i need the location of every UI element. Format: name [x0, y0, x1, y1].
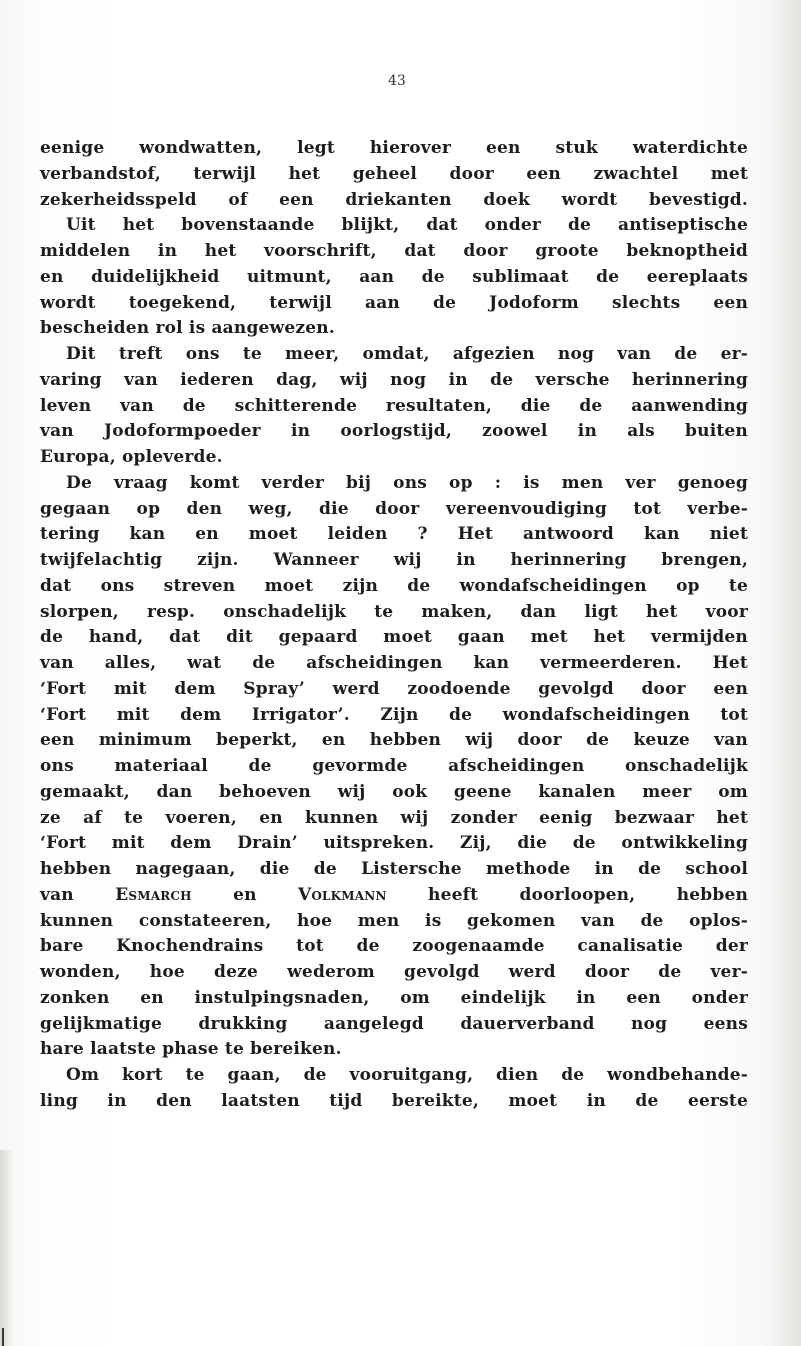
text-line: wordt toegekend, terwijl aan de Jodoform slechts een: [40, 292, 748, 313]
text-line: Dit treft ons te meer, omdat, afgezien nog van de er-: [66, 344, 748, 364]
text-line: zekerheidsspeld of een driekanten doek wordt bevestigd.: [40, 189, 748, 210]
text-line: dat ons streven moet zijn de wondafscheidingen op te: [40, 575, 748, 596]
text-line: twijfelachtig zijn. Wanneer wij in herinnering brengen,: [40, 550, 748, 570]
text-line: [40, 883, 748, 909]
text-fragment: en: [233, 884, 257, 905]
text-line: hebben nagegaan, die de Listersche methode in de school: [40, 859, 748, 879]
edge-mark: [2, 1328, 4, 1346]
text-line: ling in den laatsten tijd bereikte, moet in de eerste: [40, 1090, 748, 1111]
text-line: gelijkmatige drukking aangelegd dauerverband nog eens: [40, 1013, 748, 1034]
body-text: [40, 136, 748, 1115]
text-line: De vraag komt verder bij ons op : is men ver genoeg: [66, 472, 748, 493]
text-line: ‘Fort mit dem Drain’ uitspreken. Zij, die de ontwikkeling: [40, 833, 748, 854]
text-line: een minimum beperkt, en hebben wij door de keuze van: [40, 730, 748, 751]
text-line: wonden, hoe deze wederom gevolgd werd door de ver-: [40, 962, 748, 982]
text-line: hare laatste phase te bereiken.: [40, 1039, 342, 1060]
text-line: Europa, opleverde.: [40, 447, 223, 467]
text-line: de hand, dat dit gepaard moet gaan met het vermijden: [40, 627, 748, 648]
text-line: Om kort te gaan, de vooruitgang, dien de wondbehande-: [66, 1065, 748, 1085]
page-edge-shadow-right: [771, 0, 801, 1346]
text-line: middelen in het voorschrift, dat door groote beknoptheid: [40, 241, 748, 261]
text-line: bescheiden rol is aangewezen.: [40, 318, 335, 339]
page-edge-shadow-left: [0, 1150, 14, 1346]
text-line: gegaan op den weg, die door vereenvoudiging tot verbe-: [40, 498, 748, 519]
text-line: slorpen, resp. onschadelijk te maken, dan ligt het voor: [40, 601, 748, 622]
text-line: ze af te voeren, en kunnen wij zonder eenig bezwaar het: [40, 807, 748, 828]
text-line: verbandstof, terwijl het geheel door een zwachtel met: [40, 163, 748, 184]
text-line: leven van de schitterende resultaten, die de aanwending: [40, 395, 748, 416]
text-line: en duidelijkheid uitmunt, aan de sublimaat de eereplaats: [40, 266, 748, 287]
text-line: van Jodoformpoeder in oorlogstijd, zoowel in als buiten: [40, 421, 748, 442]
text-line: tering kan en moet leiden ? Het antwoord kan niet: [40, 524, 748, 545]
text-line: van alles, wat de afscheidingen kan vermeerderen. Het: [40, 653, 748, 673]
text-line: gemaakt, dan behoeven wij ook geene kanalen meer om: [40, 781, 748, 802]
text-fragment: heeft doorloopen, hebben: [428, 884, 749, 905]
text-line: eenige wondwatten, legt hierover een stuk waterdichte: [40, 138, 748, 158]
text-fragment: van: [40, 884, 74, 905]
text-line: varing van iederen dag, wij nog in de versche herinnering: [40, 369, 748, 390]
author-name: Volkmann: [298, 884, 387, 905]
text-line: bare Knochendrains tot de zoogenaamde canalisatie der: [40, 936, 748, 957]
text-line: ‘Fort mit dem Spray’ werd zoodoende gevolgd door een: [40, 678, 748, 699]
page-number: 43: [388, 73, 406, 89]
author-name: Esmarch: [115, 884, 192, 905]
text-line: ons materiaal de gevormde afscheidingen onschadelijk: [40, 756, 748, 776]
text-line: Uit het bovenstaande blijkt, dat onder de antiseptische: [66, 215, 748, 236]
text-line: ‘Fort mit dem Irrigator’. Zijn de wondafscheidingen tot: [40, 704, 748, 725]
text-line: kunnen constateeren, hoe men is gekomen van de oplos-: [40, 910, 748, 931]
text-line: zonken en instulpingsnaden, om eindelijk in een onder: [40, 987, 748, 1008]
